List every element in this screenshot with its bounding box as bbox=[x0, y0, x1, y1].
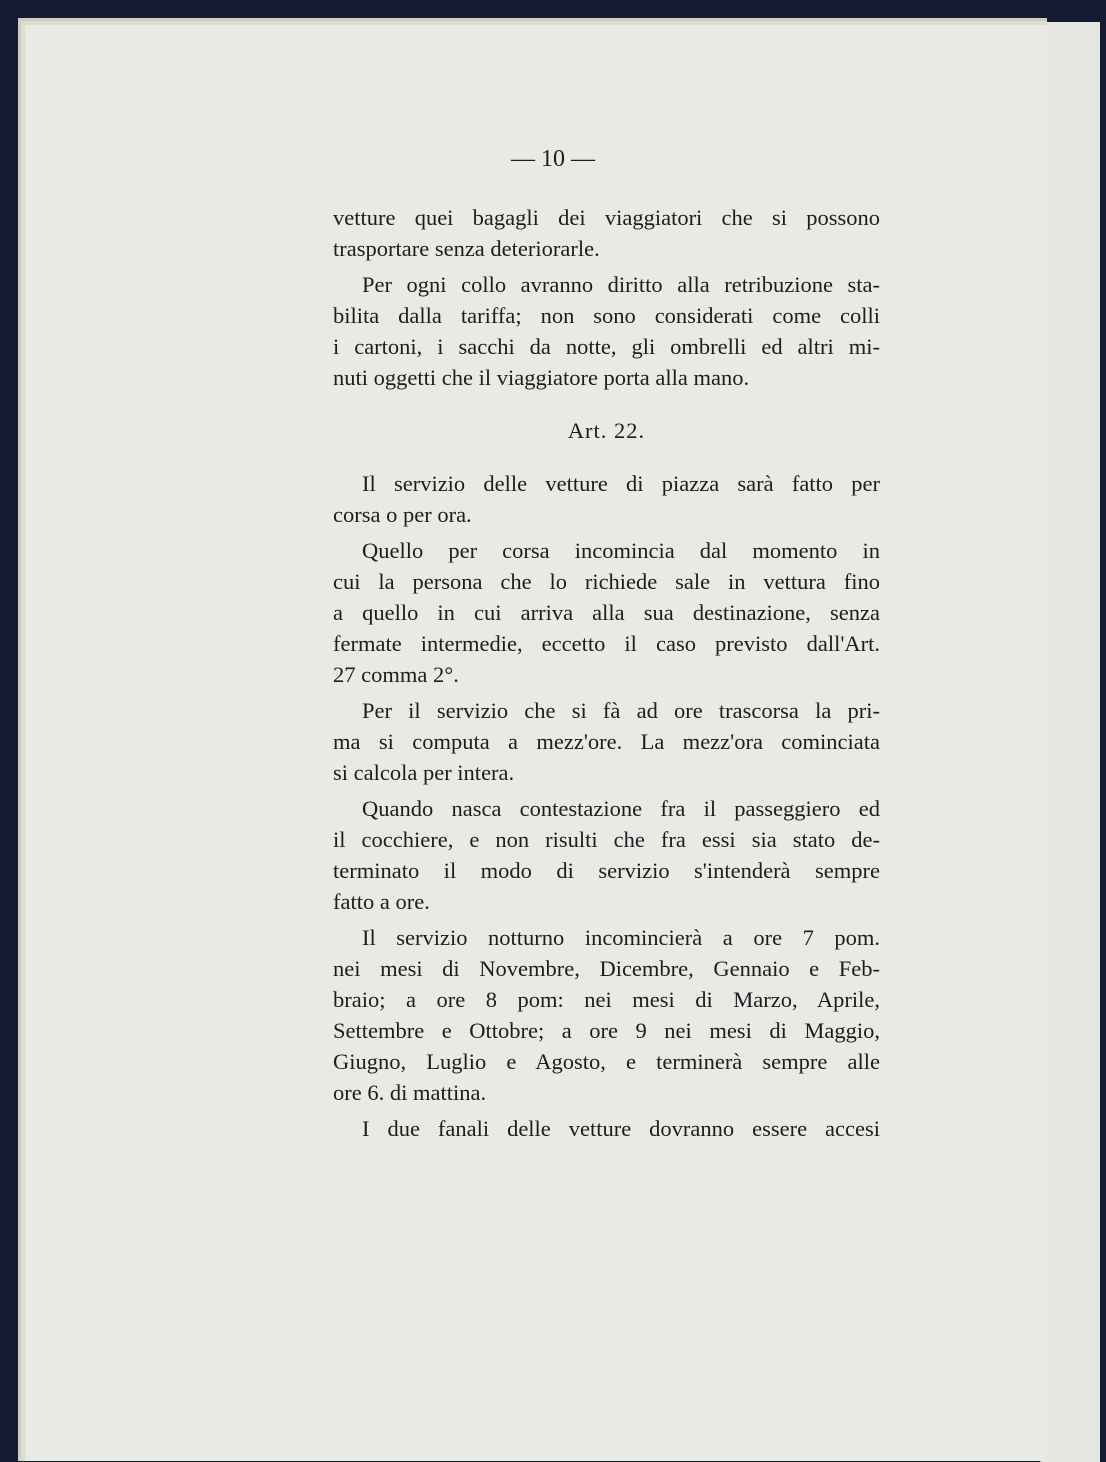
text-line: nei mesi di Novembre, Dicembre, Gennaio e Feb- bbox=[333, 956, 880, 981]
text-line: si calcola per intera. bbox=[333, 760, 515, 785]
next-page-edge bbox=[1040, 22, 1100, 1462]
text-line: terminato il modo di servizio s'intenderà sempre bbox=[333, 858, 880, 883]
text-line: fermate intermedie, eccetto il caso previsto dall'Art. bbox=[333, 631, 880, 656]
text-line: Il servizio delle vetture di piazza sarà fatto per bbox=[362, 471, 880, 496]
text-line: ma si computa a mezz'ore. La mezz'ora cominciata bbox=[333, 729, 880, 754]
text-line: fatto a ore. bbox=[333, 889, 430, 914]
text-line: trasportare senza deteriorarle. bbox=[333, 236, 600, 261]
text-line: 27 comma 2°. bbox=[333, 662, 459, 687]
text-line: nuti oggetti che il viaggiatore porta alla mano. bbox=[333, 365, 750, 390]
paragraph bbox=[333, 535, 880, 690]
paragraph bbox=[333, 202, 880, 264]
text-line: cui la persona che lo richiede sale in vettura fino bbox=[333, 569, 880, 594]
text-line: Per il servizio che si fà ad ore trascorsa la pri- bbox=[362, 698, 880, 723]
text-line: Giugno, Luglio e Agosto, e terminerà sempre alle bbox=[333, 1049, 880, 1074]
text-line: i cartoni, i sacchi da notte, gli ombrelli ed altri mi- bbox=[333, 334, 880, 359]
text-line: il cocchiere, e non risulti che fra essi sia stato de- bbox=[333, 827, 880, 852]
text-line: braio; a ore 8 pom: nei mesi di Marzo, Aprile, bbox=[333, 987, 880, 1012]
text-line: Quando nasca contestazione fra il passeggiero ed bbox=[362, 796, 880, 821]
body-text bbox=[333, 202, 880, 1149]
text-line: Settembre e Ottobre; a ore 9 nei mesi di Maggio, bbox=[333, 1018, 880, 1043]
paragraph bbox=[333, 793, 880, 917]
paragraph bbox=[333, 269, 880, 393]
paragraph bbox=[333, 468, 880, 530]
page-number: — 10 — bbox=[511, 146, 595, 172]
text-line: bilita dalla tariffa; non sono considerati come colli bbox=[333, 303, 880, 328]
text-line: I due fanali delle vetture dovranno essere accesi bbox=[362, 1116, 880, 1141]
paragraph bbox=[333, 1113, 880, 1144]
text-line: Quello per corsa incomincia dal momento in bbox=[362, 538, 880, 563]
paragraph bbox=[333, 922, 880, 1108]
article-heading: Art. 22. bbox=[567, 418, 646, 443]
text-line: ore 6. di mattina. bbox=[333, 1080, 487, 1105]
text-line: vetture quei bagagli dei viaggiatori che si possono bbox=[333, 205, 880, 230]
paragraph bbox=[333, 695, 880, 788]
text-line: corsa o per ora. bbox=[333, 502, 472, 527]
text-line: a quello in cui arriva alla sua destinazione, senza bbox=[333, 600, 880, 625]
text-line: Per ogni collo avranno diritto alla retribuzione sta- bbox=[362, 272, 880, 297]
text-line: Il servizio notturno incomincierà a ore 7 pom. bbox=[362, 925, 880, 950]
